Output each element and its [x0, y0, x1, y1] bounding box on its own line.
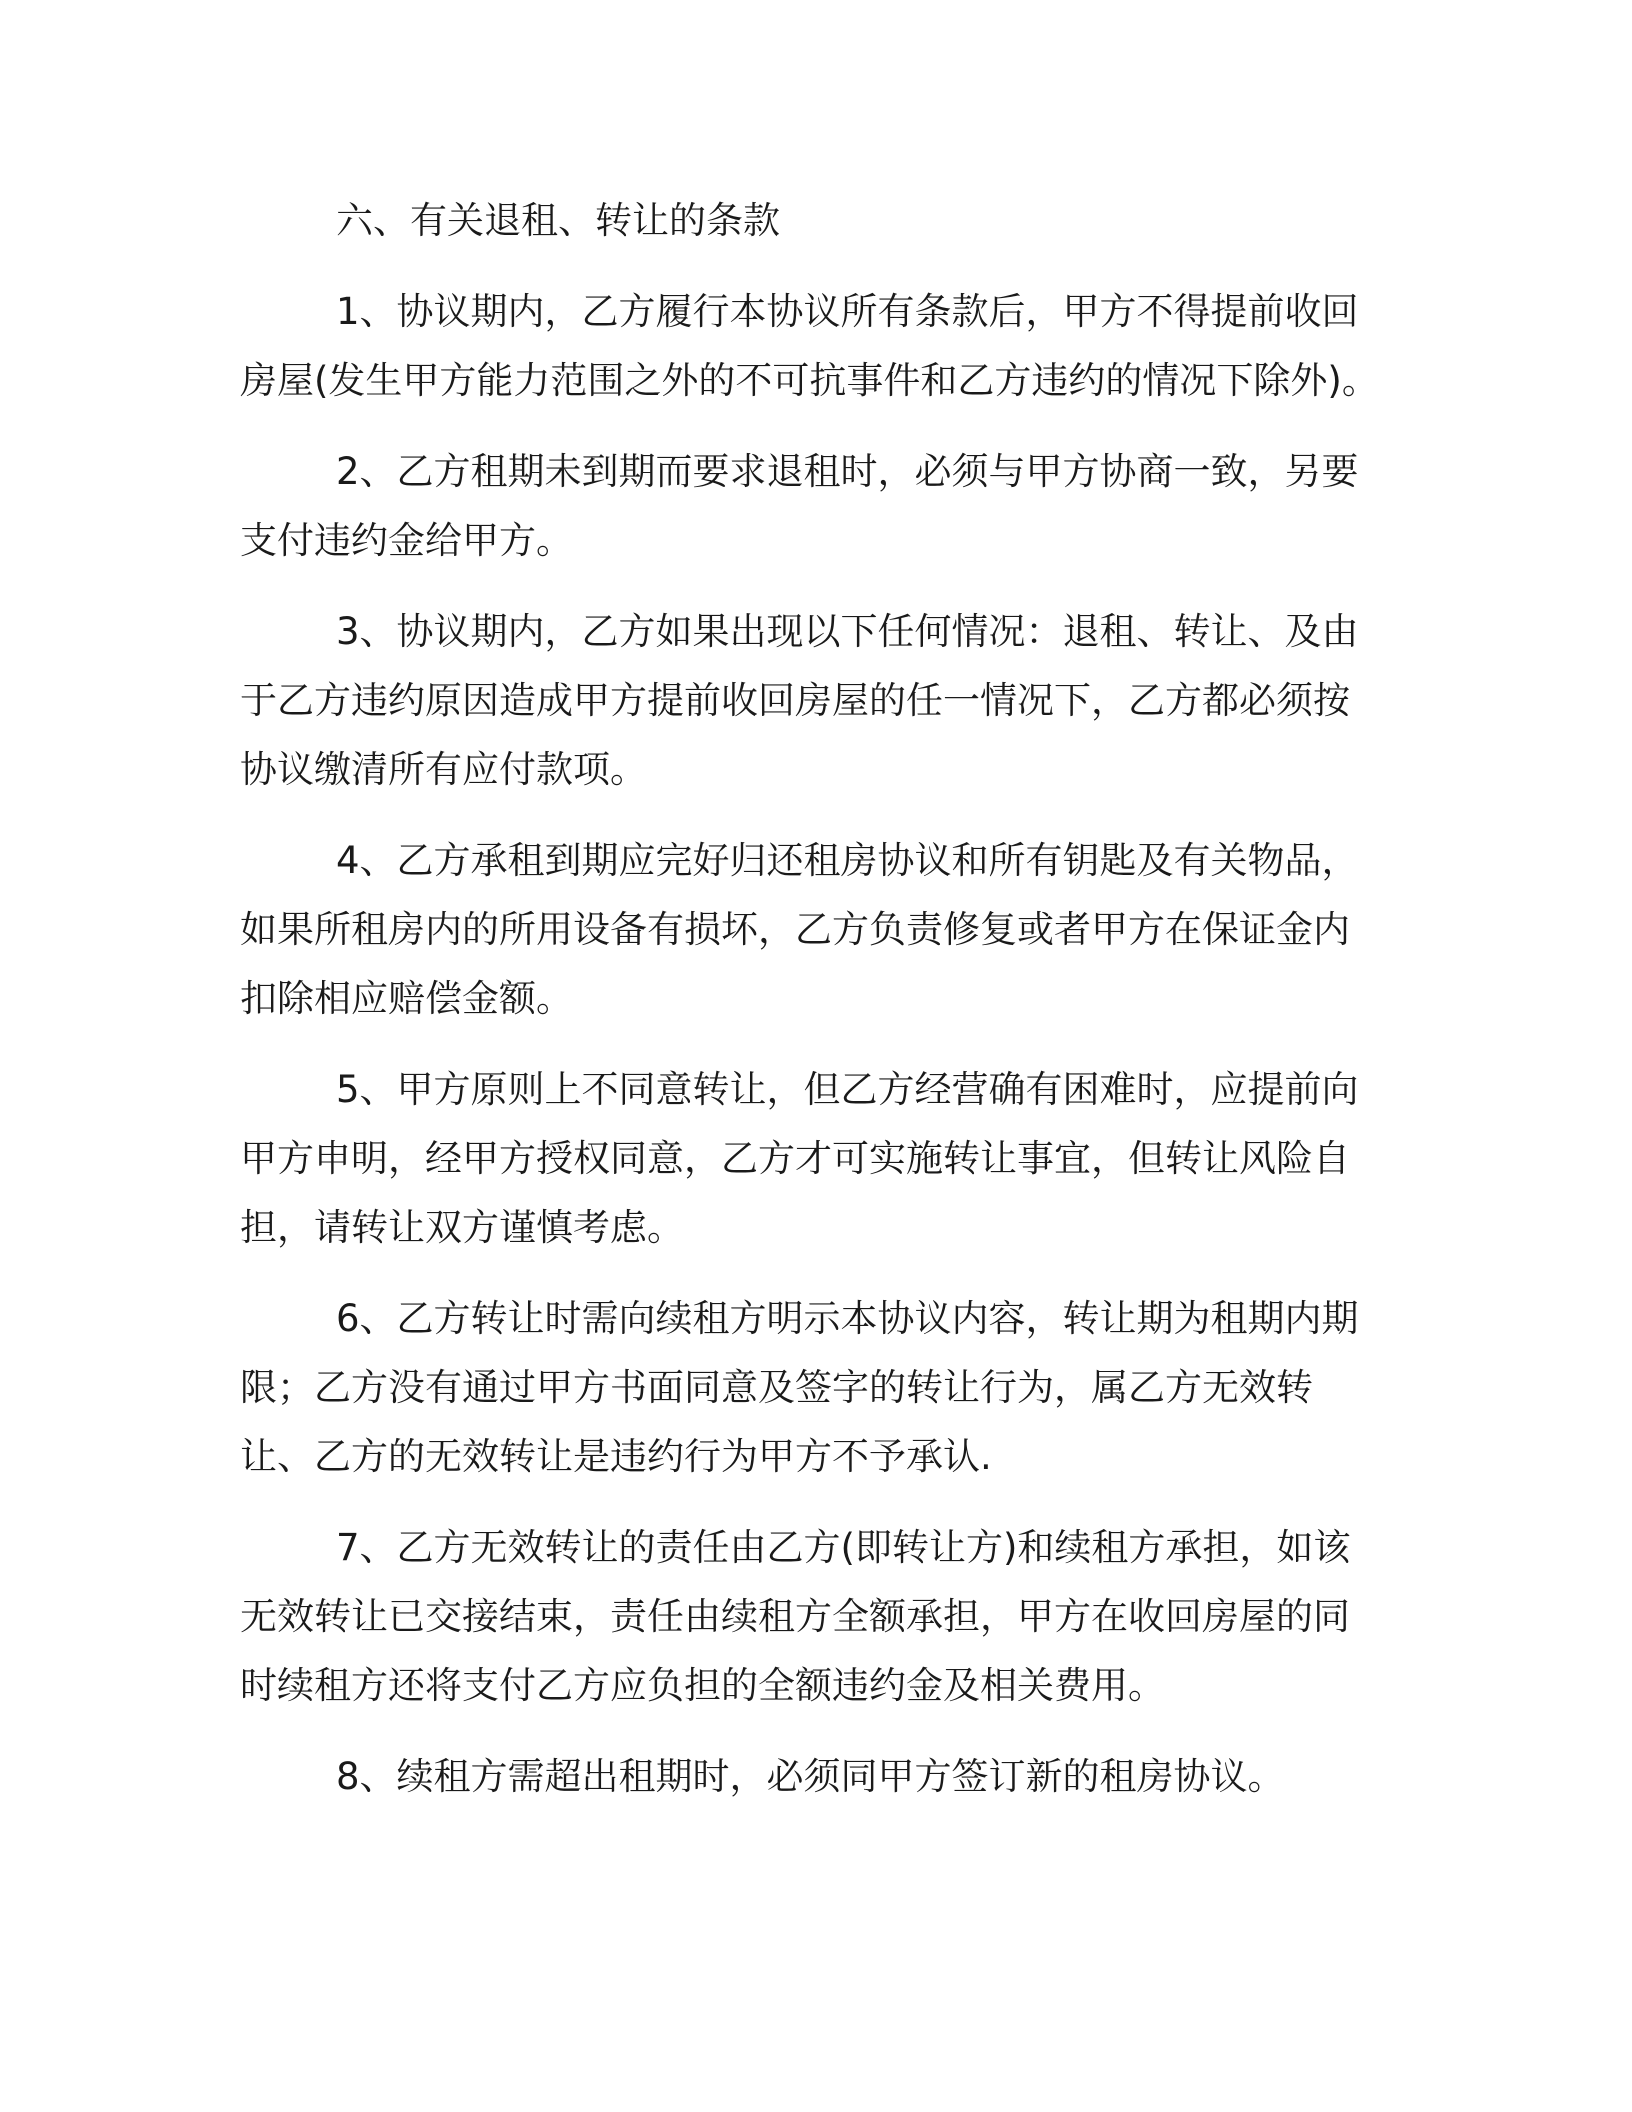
clause-3: 3、协议期内，乙方如果出现以下任何情况：退租、转让、及由于乙方违约原因造成甲方提前收回房屋的任一情况下，乙方都必须按协议缴清所有应付款项。 — [240, 610, 1359, 791]
section-heading: 六、有关退租、转让的条款 — [336, 199, 780, 242]
clause-4: 4、乙方承租到期应完好归还租房协议和所有钥匙及有关物品，如果所租房内的所用设备有损坏，乙方负责修复或者甲方在保证金内扣除相应赔偿金额。 — [240, 839, 1359, 1020]
clause-8: 8、续租方需超出租期时，必须同甲方签订新的租房协议。 — [336, 1755, 1285, 1798]
clause-7: 7、乙方无效转让的责任由乙方(即转让方)和续租方承担，如该无效转让已交接结束，责任由续租方全额承担，甲方在收回房屋的同时续租方还将支付乙方应负担的全额违约金及相关费用。 — [240, 1526, 1351, 1707]
clause-5: 5、甲方原则上不同意转让，但乙方经营确有困难时，应提前向甲方申明，经甲方授权同意，乙方才可实施转让事宜，但转让风险自担，请转让双方谨慎考虑。 — [240, 1068, 1359, 1249]
document-body — [240, 186, 1386, 1833]
clause-1: 1、协议期内，乙方履行本协议所有条款后，甲方不得提前收回房屋(发生甲方能力范围之外的不可抗事件和乙方违约的情况下除外)。 — [240, 290, 1379, 402]
clause-6: 6、乙方转让时需向续租方明示本协议内容，转让期为租期内期限；乙方没有通过甲方书面同意及签字的转让行为，属乙方无效转让、乙方的无效转让是违约行为甲方不予承认. — [240, 1297, 1359, 1478]
clause-2: 2、乙方租期未到期而要求退租时，必须与甲方协商一致，另要支付违约金给甲方。 — [240, 450, 1359, 562]
